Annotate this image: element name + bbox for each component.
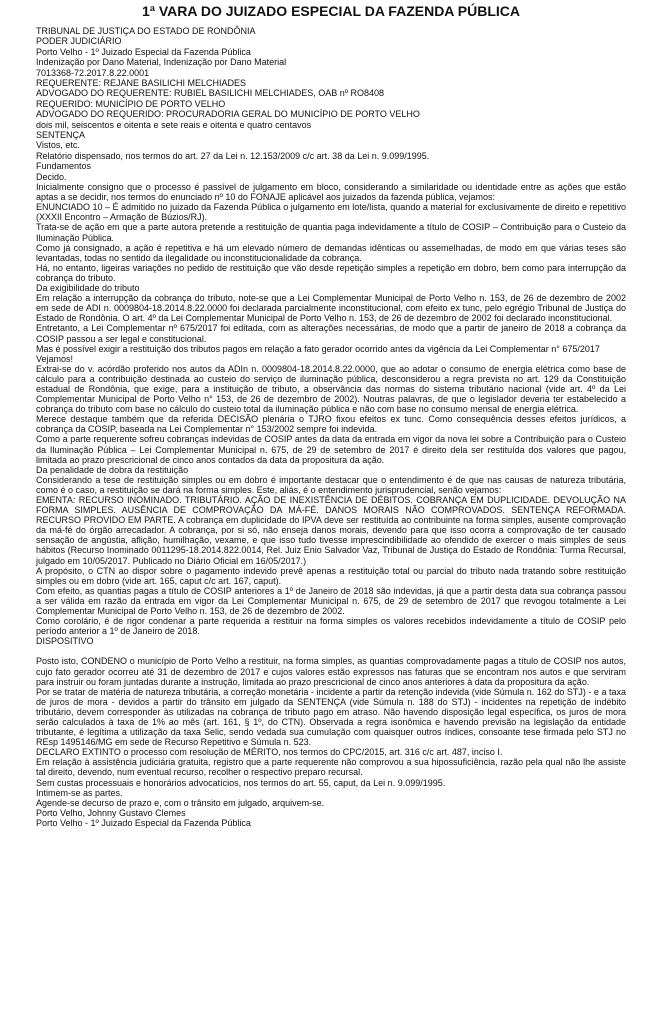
paragraph: Mas é possível exigir a restituição dos tributos pagos em relação a fato gerador ocorrido antes da vigência da Lei Complementar n° 675/2017	[36, 343, 600, 354]
paragraph: Vejamos!	[36, 353, 74, 364]
text-line: Vistos, etc.	[36, 140, 80, 151]
text-line: Decido.	[36, 171, 67, 182]
paragraph: Inicialmente consigno que o processo é passível de julgamento em bloco, considerando a similaridade ou identidade entre as ações que estão aptas a se decidir, nos termos do enunciado nº 10 do FONAJE aplicável aos juizados da fazenda pública, vejamos:	[36, 182, 626, 203]
paragraph: Como a parte requerente sofreu cobranças indevidas de COSIP antes da data da entrada em vigor da nova lei sobre a Contribuição para o Custeio da Iluminação Pública – Lei Complementar Municipal n. 675, de 29 de setembro de 2017 é direito dela ser restituída dos valores que pagou, limitada ao prazo prescricional de cinco anos contados da data da propositura da ação.	[36, 434, 626, 465]
ementa-quote: EMENTA: RECURSO INOMINADO. TRIBUTÁRIO. AÇÃO DE INEXISTÊNCIA DE DÉBITOS. COBRANÇA EM DUPLICIDADE. DEVOLUÇÃO NA FORMA SIMPLES. AUSÊNCIA DE COMPROVAÇÃO DA MÁ-FÉ. DANOS MORAIS NÃO COMPROVADOS. SENTENÇA REFORMADA. RECURSO PROVIDO EM PARTE. A cobrança em duplicidade do IPVA deve ser restituída ao contribuinte na forma simples, ausente comprovação da má-fé do órgão arrecadador. A cobrança, por si só, não enseja danos morais, devendo para que isso ocorra a comprovação de ter causado sensação de angústia, aflição, humilhação, vexame, e que isso tudo tivesse imprescindibilidade ao ofendido de exercer o mais simples de seus hábitos (Recurso Inominado 0011295-18.2014.822.0014, Rel. Juiz Enio Salvador Vaz, Tribunal de Justiça do Estado de Rondônia: Turma Recursal, julgado em 10/05/2017. Publicado no Diário Oficial em 16/05/2017.)	[36, 495, 626, 566]
signature-line: Porto Velho, Johnny Gustavo Clemes	[36, 807, 186, 818]
decision-body	[36, 182, 626, 828]
section-heading: DISPOSITIVO	[36, 636, 94, 647]
case-subject: Indenização por Dano Material, Indenização por Dano Material	[36, 57, 287, 68]
paragraph: Sem custas processuais e honorários advocatícios, nos termos do art. 55, caput, da Lei n. 9.099/1995.	[36, 777, 446, 788]
section-heading: Da penalidade de dobra da restituição	[36, 464, 189, 475]
paragraph: ENUNCIADO 10 – É admitido no juizado da Fazenda Pública o julgamento em lote/lista, quando a material for exclusivamente de direito e repetitivo (XXXII Encontro – Armação de Búzios/RJ).	[36, 202, 626, 223]
paragraph: Considerando a tese de restituição simples ou em dobro é importante destacar que o entendimento é de que nas causas de natureza tributária, como é o caso, a restituição se dará na forma simples. Este, aliás, é o entendimento jurisprudencial, senão vejamos:	[36, 474, 626, 495]
paragraph: Como corolário, é de rigor condenar a parte requerida a restituir na forma simples os valores recebidos indevidamente a título de COSIP pelo período anterior a 1º de Janeiro de 2018.	[36, 616, 626, 637]
paragraph: Trata-se de ação em que a parte autora pretende a restituição de quantia paga indevidamente a título de COSIP – Contribuição para o Custeio da Iluminação Pública.	[36, 222, 626, 243]
paragraph: Em relação à assistência judiciária gratuita, registro que a parte requerente não comprovou a sua hipossuficiência, razão pela qual não lhe assiste tal direito, devendo, num eventual recurso, recolher o respectivo preparo recursal.	[36, 757, 626, 778]
paragraph: Como já consignado, a ação é repetitiva e há um elevado número de demandas idênticas ou assemelhadas, de modo em que várias teses são levantadas, todas no sentido da ilegalidade ou inconstitucionalidade da cobrança.	[36, 242, 626, 263]
defendant: REQUERIDO: MUNICÍPIO DE PORTO VELHO	[36, 98, 226, 109]
paragraph: Entretanto, a Lei Complementar nº 675/2017 foi editada, com as alterações necessárias, de modo que a partir de janeiro de 2018 a cobrança da COSIP passou a ser legal e constitucional.	[36, 323, 626, 344]
paragraph: Merece destaque também que da referida DECISÃO plenária o TJRO fixou efeitos ex tunc. Como consequência desses efeitos jurídicos, a cobrança da COSIP, baseada na Lei Complementar n° 153/2002 sempre foi indevida.	[36, 414, 626, 435]
section-heading: Fundamentos	[36, 161, 92, 172]
paragraph: Extrai-se do v. acórdão proferido nos autos da ADIn n. 0009804-18.2014.8.22.0000, que ao adotar o consumo de energia elétrica como base de cálculo para a contribuição destinada ao custeio do serviço de iluminação pública, desconsiderou a regra prevista no art. 129 da Constituição estadual de Rondônia, que exige, para a instituição de tributo, a observância das normas do sistema tributário nacional (vide art. 4º da Lei Complementar Municipal de Porto Velho n° 153, de 26 de dezembro de 2002). Noutras palavras, de que o legislador deveria ter estabelecido a cobrança do tributo com base no cálculo do custeio total da iluminação pública e não com base no consumo mensal de energia elétrica.	[36, 363, 626, 415]
court-unit: Porto Velho - 1º Juizado Especial da Fazenda Pública	[36, 46, 251, 57]
page-title: 1ª VARA DO JUIZADO ESPECIAL DA FAZENDA PÚBLICA	[141, 3, 521, 19]
case-value: dois mil, seiscentos e oitenta e sete reais e oitenta e quatro centavos	[36, 119, 312, 130]
court-branch: PODER JUDICIÁRIO	[36, 36, 122, 47]
text-line: Relatório dispensado, nos termos do art. 27 da Lei n. 12.153/2009 c/c art. 38 da Lei n. 9.099/1995.	[36, 150, 430, 161]
paragraph: Intimem-se as partes.	[36, 787, 123, 798]
case-header	[36, 26, 661, 182]
paragraph: Com efeito, as quantias pagas a título de COSIP anteriores a 1º de Janeiro de 2018 são indevidas, já que a partir desta data sua cobrança passou a ser válida em razão da entrada em vigor da Lei Complementar Municipal n. 675, de 29 de setembro de 2017 que revogou totalmente a Lei Complementar Municipal de Porto Velho n. 153, de 26 de dezembro de 2002.	[36, 585, 626, 617]
defendant-lawyer: ADVOGADO DO REQUERIDO: PROCURADORIA GERAL DO MUNICÍPIO DE PORTO VELHO	[36, 109, 420, 120]
court-footer: Porto Velho - 1º Juizado Especial da Fazenda Pública	[36, 817, 251, 828]
plaintiff: REQUERENTE: REJANE BASILICHI MELCHIADES	[36, 78, 247, 89]
case-number: 7013368-72.2017.8.22.0001	[36, 67, 150, 78]
paragraph: Em relação a interrupção da cobrança do tributo, note-se que a Lei Complementar Municipal de Porto Velho n. 153, de 26 de dezembro de 2002 em sede de ADI n. 0009804-18.2014.8.22.0000 foi declarada parcialmente inconstitucional, com efeito ex tunc, pelo egrégio Tribunal de Justiça do Estado de Rondônia. O art. 4º da Lei Complementar Municipal de Porto Velho n. 153, de 26 de dezembro de 2002 foi declarado inconstitucional.	[36, 293, 626, 324]
section-heading: SENTENÇA	[36, 130, 86, 141]
court-name: TRIBUNAL DE JUSTIÇA DO ESTADO DE RONDÔNIA	[36, 26, 256, 36]
paragraph: DECLARO EXTINTO o processo com resolução de MÉRITO, nos termos do CPC/2015, art. 316 c/c art. 487, inciso I.	[36, 747, 503, 758]
plaintiff-lawyer: ADVOGADO DO REQUERENTE: RUBIEL BASILICHI MELCHIADES, OAB nº RO8408	[36, 88, 385, 99]
paragraph: Posto isto, CONDENO o município de Porto Velho a restituir, na forma simples, as quantias comprovadamente pagas a título de COSIP nos autos, cujo fato gerador ocorreu até 31 de dezembro de 2017 e cujos valores estão expressos nas faturas que se encontram nos autos e que serviram para instruir ou foram juntadas durante a instrução, limitada ao prazo prescricional de cinco anos anteriores à data da propositura da ação.	[36, 656, 626, 687]
paragraph: Por se tratar de matéria de natureza tributária, a correção monetária - incidente a partir da retenção indevida (vide Súmula n. 162 do STJ) - e a taxa de juros de mora - devidos a partir do trânsito em julgado da SENTENÇA (vide Súmula n. 188 do STJ) - incidentes na repetição de indébito tributário, devem corresponder às utilizadas na cobrança de tributo pago em atraso. Não havendo disposição legal específica, os juros de mora serão calculados à taxa de 1% ao mês (art. 161, § 1º, do CTN). Observada a regra isonômica e havendo previsão na legislação da entidade tributante, é legítima a utilização da taxa Selic, sendo vedada sua cumulação com quaisquer outros índices, consoante tese firmada pelo STJ no REsp 1495146/MG em sede de Recurso Repetitivo e Súmula n. 523.	[36, 686, 626, 748]
paragraph: Há, no entanto, ligeiras variações no pedido de restituição que vão desde repetição simples a repetição em dobro, bem como para interrupção da cobrança do tributo.	[36, 262, 626, 283]
section-heading: Da exigibilidade do tributo	[36, 283, 140, 294]
paragraph: A propósito, o CTN ao dispor sobre o pagamento indevido prevê apenas a restituição total ou parcial do tributo nada tratando sobre restituição simples ou em dobro (vide art. 165, caput c/c art. 167, caput).	[36, 565, 626, 586]
spacer	[36, 646, 626, 656]
paragraph: Agende-se decurso de prazo e, com o trânsito em julgado, arquivem-se.	[36, 797, 325, 808]
